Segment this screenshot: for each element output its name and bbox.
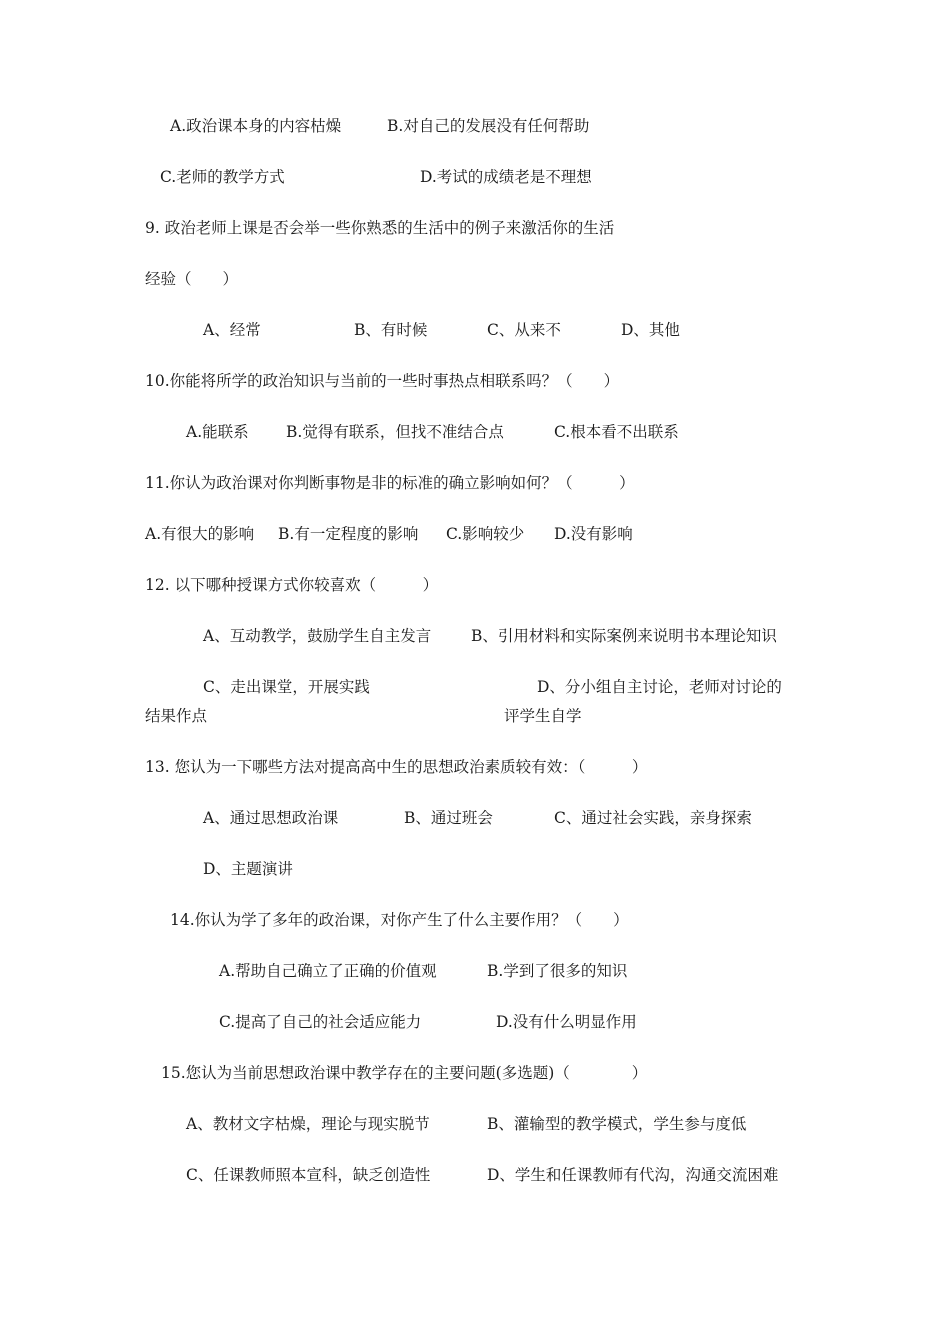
q8-option-d: D.考试的成绩老是不理想 [420,168,592,186]
q8-option-a: A.政治课本身的内容枯燥 [170,117,342,135]
q11-option-c: C.影响较少 [446,525,525,543]
q12-option-c: C、走出课堂，开展实践 [203,678,370,696]
q9-question-continued: 经验（ ） [145,270,239,288]
q12-question: 12. 以下哪种授课方式你较喜欢（ ） [145,576,439,594]
q10-option-c: C.根本看不出联系 [554,423,679,441]
q11-option-a: A.有很大的影响 [145,525,255,543]
q14-option-b: B.学到了很多的知识 [487,962,628,980]
q15-question: 15.您认为当前思想政治课中教学存在的主要问题(多选题)（ ） [161,1064,648,1082]
q12-option-a: A、互动教学，鼓励学生自主发言 [203,627,432,645]
q9-question: 9. 政治老师上课是否会举一些你熟悉的生活中的例子来激活你的生活 [145,219,615,237]
q9-option-c: C、从来不 [487,321,561,339]
q13-option-c: C、通过社会实践，亲身探索 [554,809,752,827]
q10-option-b: B.觉得有联系，但找不准结合点 [286,423,504,441]
q9-option-b: B、有时候 [354,321,428,339]
q15-option-d: D、学生和任课教师有代沟，沟通交流困难 [487,1166,779,1184]
q10-question: 10.你能将所学的政治知识与当前的一些时事热点相联系吗？（ ） [145,372,620,390]
q11-question: 11.你认为政治课对你判断事物是非的标准的确立影响如何？（ ） [145,474,635,492]
q14-option-d: D.没有什么明显作用 [496,1013,637,1031]
q9-option-d: D、其他 [621,321,680,339]
q12-option-b: B、引用材料和实际案例来说明书本理论知识 [471,627,777,645]
q12-option-d: D、分小组自主讨论，老师对讨论的 [537,678,782,696]
q8-option-c: C.老师的教学方式 [160,168,285,186]
q13-option-a: A、通过思想政治课 [203,809,339,827]
q15-option-c: C、任课教师照本宣科，缺乏创造性 [186,1166,431,1184]
q12-option-c-continued: 结果作点 [145,707,208,725]
q15-option-a: A、教材文字枯燥，理论与现实脱节 [186,1115,430,1133]
q8-option-b: B.对自己的发展没有任何帮助 [387,117,590,135]
q10-option-a: A.能联系 [186,423,249,441]
q11-option-d: D.没有影响 [554,525,633,543]
q15-option-b: B、灌输型的教学模式，学生参与度低 [487,1115,747,1133]
q13-option-d: D、主题演讲 [203,860,293,878]
q14-option-c: C.提高了自己的社会适应能力 [219,1013,422,1031]
q14-option-a: A.帮助自己确立了正确的价值观 [219,962,437,980]
q13-option-b: B、通过班会 [404,809,493,827]
q13-question: 13. 您认为一下哪些方法对提高高中生的思想政治素质较有效：（ ） [145,758,648,776]
q9-option-a: A、经常 [203,321,261,339]
q14-question: 14.你认为学了多年的政治课，对你产生了什么主要作用？（ ） [170,911,629,929]
q11-option-b: B.有一定程度的影响 [278,525,419,543]
q12-option-d-continued: 评学生自学 [504,707,582,725]
